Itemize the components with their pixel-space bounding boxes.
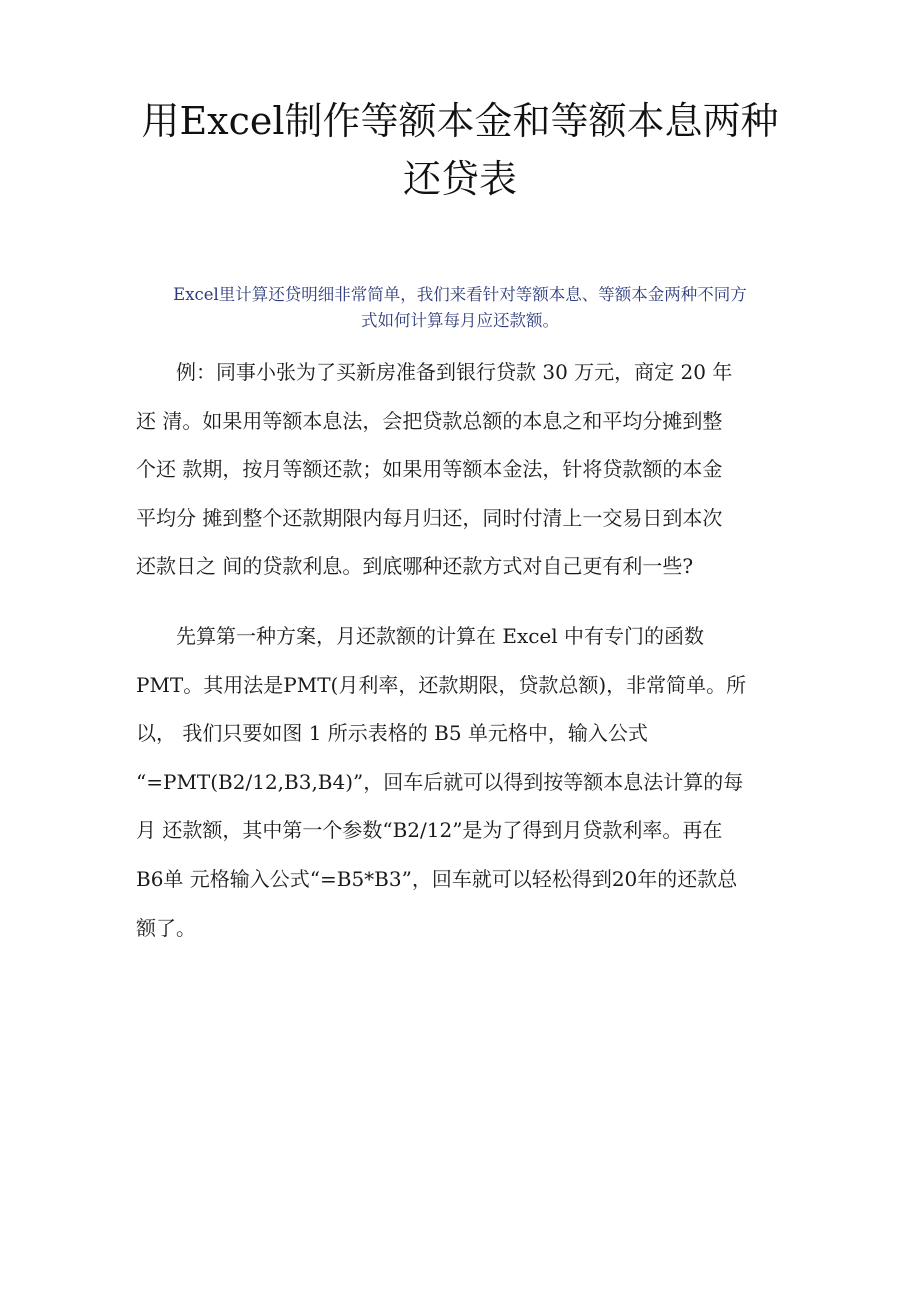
paragraph-line: 还 清。如果用等额本息法，会把贷款总额的本息之和平均分摊到整 [136, 408, 723, 433]
paragraph-line: 以， 我们只要如图 1 所示表格的 B5 单元格中，输入公式 [136, 721, 648, 746]
paragraph-line: 额了。 [136, 915, 196, 940]
paragraph-line: 还款日之 间的贷款利息。到底哪种还款方式对自己更有利一些? [136, 554, 694, 579]
title-line: 还贷表 [402, 157, 517, 201]
paragraph-pmt-method [136, 612, 796, 952]
paragraph-example [136, 348, 796, 591]
document-title [120, 92, 800, 208]
title-line: 用Excel制作等额本金和等额本息两种 [141, 99, 779, 143]
paragraph-line: 平均分 摊到整个还款期限内每月归还，同时付清上一交易日到本次 [136, 505, 723, 530]
paragraph-line: PMT。其用法是PMT(月利率，还款期限，贷款总额)，非常简单。所 [136, 672, 747, 697]
subtitle-line: Excel里计算还贷明细非常简单，我们来看针对等额本息、等额本金两种不同方 [173, 285, 747, 304]
paragraph-line: 例：同事小张为了买新房准备到银行贷款 30 万元，商定 20 年 [136, 360, 733, 384]
paragraph-line: B6单 元格输入公式“=B5*B3”，回车就可以轻松得到20年的还款总 [136, 866, 738, 891]
subtitle-line: 式如何计算每月应还款额。 [361, 311, 559, 330]
paragraph-line: 先算第一种方案，月还款额的计算在 Excel 中有专门的函数 [136, 624, 705, 648]
paragraph-line: 个还 款期，按月等额还款；如果用等额本金法，针将贷款额的本金 [136, 457, 723, 482]
paragraph-line: 月 还款额，其中第一个参数“B2/12”是为了得到月贷款利率。再在 [136, 818, 723, 843]
document-subtitle [110, 282, 810, 334]
paragraph-line: “=PMT(B2/12,B3,B4)”，回车后就可以得到按等额本息法计算的每 [136, 769, 744, 794]
